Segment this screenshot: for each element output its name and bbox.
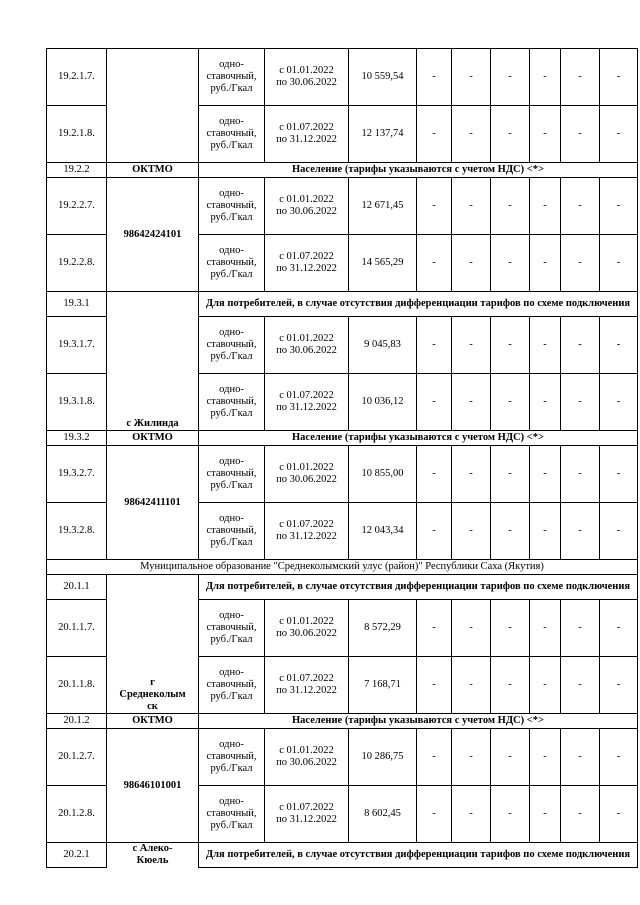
tariff-type: одно- ставочный, руб./Гкал: [199, 600, 265, 657]
empty-value-dash: -: [491, 600, 530, 657]
empty-value-dash: -: [417, 317, 452, 374]
empty-value-dash: -: [452, 786, 491, 843]
empty-value-dash: -: [452, 657, 491, 714]
empty-value-dash: -: [491, 235, 530, 292]
empty-value-dash: -: [530, 106, 561, 163]
tariff-type: одно- ставочный, руб./Гкал: [199, 786, 265, 843]
empty-value-dash: -: [530, 503, 561, 560]
tariff-type: одно- ставочный, руб./Гкал: [199, 446, 265, 503]
tariff-period: с 01.07.2022 по 31.12.2022: [265, 374, 349, 431]
empty-value-dash: -: [561, 235, 600, 292]
row-code: 19.2.1.7.: [47, 49, 107, 106]
empty-value-dash: -: [491, 106, 530, 163]
empty-value-dash: -: [530, 374, 561, 431]
empty-value-dash: -: [491, 178, 530, 235]
empty-value-dash: -: [417, 503, 452, 560]
empty-value-dash: -: [600, 786, 638, 843]
empty-value-dash: -: [417, 49, 452, 106]
tariff-value: 9 045,83: [349, 317, 417, 374]
empty-value-dash: -: [417, 446, 452, 503]
empty-value-dash: -: [600, 178, 638, 235]
empty-value-dash: -: [530, 178, 561, 235]
row-code: 19.3.2: [47, 431, 107, 446]
empty-value-dash: -: [491, 786, 530, 843]
empty-value-dash: -: [417, 178, 452, 235]
row-code: 20.1.1: [47, 575, 107, 600]
tariff-type: одно- ставочный, руб./Гкал: [199, 503, 265, 560]
empty-value-dash: -: [600, 49, 638, 106]
tariff-value: 14 565,29: [349, 235, 417, 292]
tariff-type: одно- ставочный, руб./Гкал: [199, 317, 265, 374]
empty-value-dash: -: [491, 729, 530, 786]
empty-value-dash: -: [452, 106, 491, 163]
oktmo-label: ОКТМО: [107, 431, 199, 446]
empty-value-dash: -: [600, 317, 638, 374]
row-code: 19.2.2.8.: [47, 235, 107, 292]
settlement-or-oktmo-code: с Жилинда: [107, 292, 199, 431]
empty-value-dash: -: [530, 446, 561, 503]
row-code: 19.2.1.8.: [47, 106, 107, 163]
row-code: 20.1.2.8.: [47, 786, 107, 843]
empty-value-dash: -: [561, 106, 600, 163]
empty-value-dash: -: [452, 49, 491, 106]
empty-value-dash: -: [491, 317, 530, 374]
table-row: [47, 292, 638, 317]
empty-value-dash: -: [530, 317, 561, 374]
tariff-type: одно- ставочный, руб./Гкал: [199, 729, 265, 786]
empty-value-dash: -: [561, 317, 600, 374]
table-row: [47, 49, 638, 106]
row-code: 20.1.2.7.: [47, 729, 107, 786]
empty-value-dash: -: [417, 235, 452, 292]
consumer-section-heading: Для потребителей, в случае отсутствия дифференциации тарифов по схеме подключения: [199, 575, 638, 600]
empty-value-dash: -: [561, 374, 600, 431]
tariff-period: с 01.01.2022 по 30.06.2022: [265, 317, 349, 374]
empty-value-dash: -: [452, 600, 491, 657]
empty-value-dash: -: [530, 235, 561, 292]
tariff-period: с 01.07.2022 по 31.12.2022: [265, 235, 349, 292]
oktmo-label: ОКТМО: [107, 163, 199, 178]
empty-value-dash: -: [561, 729, 600, 786]
empty-value-dash: -: [452, 729, 491, 786]
settlement-or-oktmo-code: 98642424101: [107, 178, 199, 292]
empty-value-dash: -: [417, 729, 452, 786]
tariff-period: с 01.01.2022 по 30.06.2022: [265, 49, 349, 106]
empty-value-dash: -: [417, 657, 452, 714]
tariff-value: 8 572,29: [349, 600, 417, 657]
empty-value-dash: -: [561, 503, 600, 560]
empty-value-dash: -: [561, 446, 600, 503]
empty-value-dash: -: [417, 786, 452, 843]
tariff-type: одно- ставочный, руб./Гкал: [199, 374, 265, 431]
tariff-period: с 01.01.2022 по 30.06.2022: [265, 729, 349, 786]
empty-value-dash: -: [561, 49, 600, 106]
table-row: [47, 446, 638, 503]
table-row: [47, 714, 638, 729]
settlement-name: с Алеко- Кюель: [107, 843, 199, 868]
population-section-heading: Население (тарифы указываются с учетом НДС) <*>: [199, 714, 638, 729]
tariff-value: 7 168,71: [349, 657, 417, 714]
empty-value-dash: -: [452, 503, 491, 560]
empty-value-dash: -: [600, 374, 638, 431]
municipality-heading: Муниципальное образование "Среднеколымский улус (район)" Республики Саха (Якутия): [47, 560, 638, 575]
empty-value-dash: -: [600, 503, 638, 560]
empty-value-dash: -: [530, 729, 561, 786]
tariff-value: 10 855,00: [349, 446, 417, 503]
empty-value-dash: -: [530, 600, 561, 657]
empty-value-dash: -: [491, 49, 530, 106]
empty-value-dash: -: [561, 178, 600, 235]
tariff-value: 8 602,45: [349, 786, 417, 843]
row-code: 19.3.1.8.: [47, 374, 107, 431]
empty-value-dash: -: [600, 657, 638, 714]
empty-value-dash: -: [491, 503, 530, 560]
tariff-type: одно- ставочный, руб./Гкал: [199, 49, 265, 106]
row-code: 19.3.2.8.: [47, 503, 107, 560]
tariff-type: одно- ставочный, руб./Гкал: [199, 106, 265, 163]
empty-value-dash: -: [491, 374, 530, 431]
tariff-value: 12 137,74: [349, 106, 417, 163]
empty-value-dash: -: [600, 446, 638, 503]
table-row: [47, 431, 638, 446]
tariff-type: одно- ставочный, руб./Гкал: [199, 178, 265, 235]
empty-value-dash: -: [452, 178, 491, 235]
tariff-period: с 01.07.2022 по 31.12.2022: [265, 106, 349, 163]
tariff-table: [46, 48, 638, 868]
empty-value-dash: -: [417, 600, 452, 657]
row-code: 20.1.2: [47, 714, 107, 729]
row-code: 19.3.1.7.: [47, 317, 107, 374]
population-section-heading: Население (тарифы указываются с учетом НДС) <*>: [199, 163, 638, 178]
empty-value-dash: -: [491, 657, 530, 714]
table-row: [47, 178, 638, 235]
table-row: [47, 560, 638, 575]
tariff-period: с 01.01.2022 по 30.06.2022: [265, 600, 349, 657]
consumer-section-heading: Для потребителей, в случае отсутствия дифференциации тарифов по схеме подключения: [199, 292, 638, 317]
settlement-or-oktmo-code: 98646101001: [107, 729, 199, 843]
tariff-value: 10 036,12: [349, 374, 417, 431]
settlement-or-oktmo-code: [107, 49, 199, 163]
empty-value-dash: -: [417, 374, 452, 431]
empty-value-dash: -: [530, 657, 561, 714]
tariff-period: с 01.01.2022 по 30.06.2022: [265, 446, 349, 503]
tariff-value: 10 559,54: [349, 49, 417, 106]
empty-value-dash: -: [530, 786, 561, 843]
empty-value-dash: -: [452, 374, 491, 431]
oktmo-label: ОКТМО: [107, 714, 199, 729]
settlement-or-oktmo-code: 98642411101: [107, 446, 199, 560]
empty-value-dash: -: [600, 106, 638, 163]
row-code: 19.2.2: [47, 163, 107, 178]
empty-value-dash: -: [600, 600, 638, 657]
tariff-table-body: [47, 49, 638, 868]
table-row: [47, 163, 638, 178]
empty-value-dash: -: [417, 106, 452, 163]
row-code: 19.2.2.7.: [47, 178, 107, 235]
table-row: [47, 843, 638, 868]
row-code: 19.3.1: [47, 292, 107, 317]
empty-value-dash: -: [600, 729, 638, 786]
consumer-section-heading: Для потребителей, в случае отсутствия дифференциации тарифов по схеме подключения: [199, 843, 638, 868]
tariff-period: с 01.07.2022 по 31.12.2022: [265, 503, 349, 560]
tariff-value: 12 671,45: [349, 178, 417, 235]
tariff-value: 12 043,34: [349, 503, 417, 560]
table-row: [47, 575, 638, 600]
empty-value-dash: -: [561, 600, 600, 657]
empty-value-dash: -: [561, 786, 600, 843]
empty-value-dash: -: [561, 657, 600, 714]
tariff-period: с 01.07.2022 по 31.12.2022: [265, 657, 349, 714]
tariff-value: 10 286,75: [349, 729, 417, 786]
settlement-or-oktmo-code: г Среднеколым ск: [107, 575, 199, 714]
empty-value-dash: -: [452, 235, 491, 292]
empty-value-dash: -: [600, 235, 638, 292]
empty-value-dash: -: [452, 446, 491, 503]
tariff-type: одно- ставочный, руб./Гкал: [199, 235, 265, 292]
empty-value-dash: -: [491, 446, 530, 503]
table-row: [47, 729, 638, 786]
row-code: 20.2.1: [47, 843, 107, 868]
population-section-heading: Население (тарифы указываются с учетом НДС) <*>: [199, 431, 638, 446]
empty-value-dash: -: [530, 49, 561, 106]
row-code: 20.1.1.8.: [47, 657, 107, 714]
tariff-period: с 01.01.2022 по 30.06.2022: [265, 178, 349, 235]
row-code: 19.3.2.7.: [47, 446, 107, 503]
row-code: 20.1.1.7.: [47, 600, 107, 657]
tariff-type: одно- ставочный, руб./Гкал: [199, 657, 265, 714]
tariff-period: с 01.07.2022 по 31.12.2022: [265, 786, 349, 843]
empty-value-dash: -: [452, 317, 491, 374]
